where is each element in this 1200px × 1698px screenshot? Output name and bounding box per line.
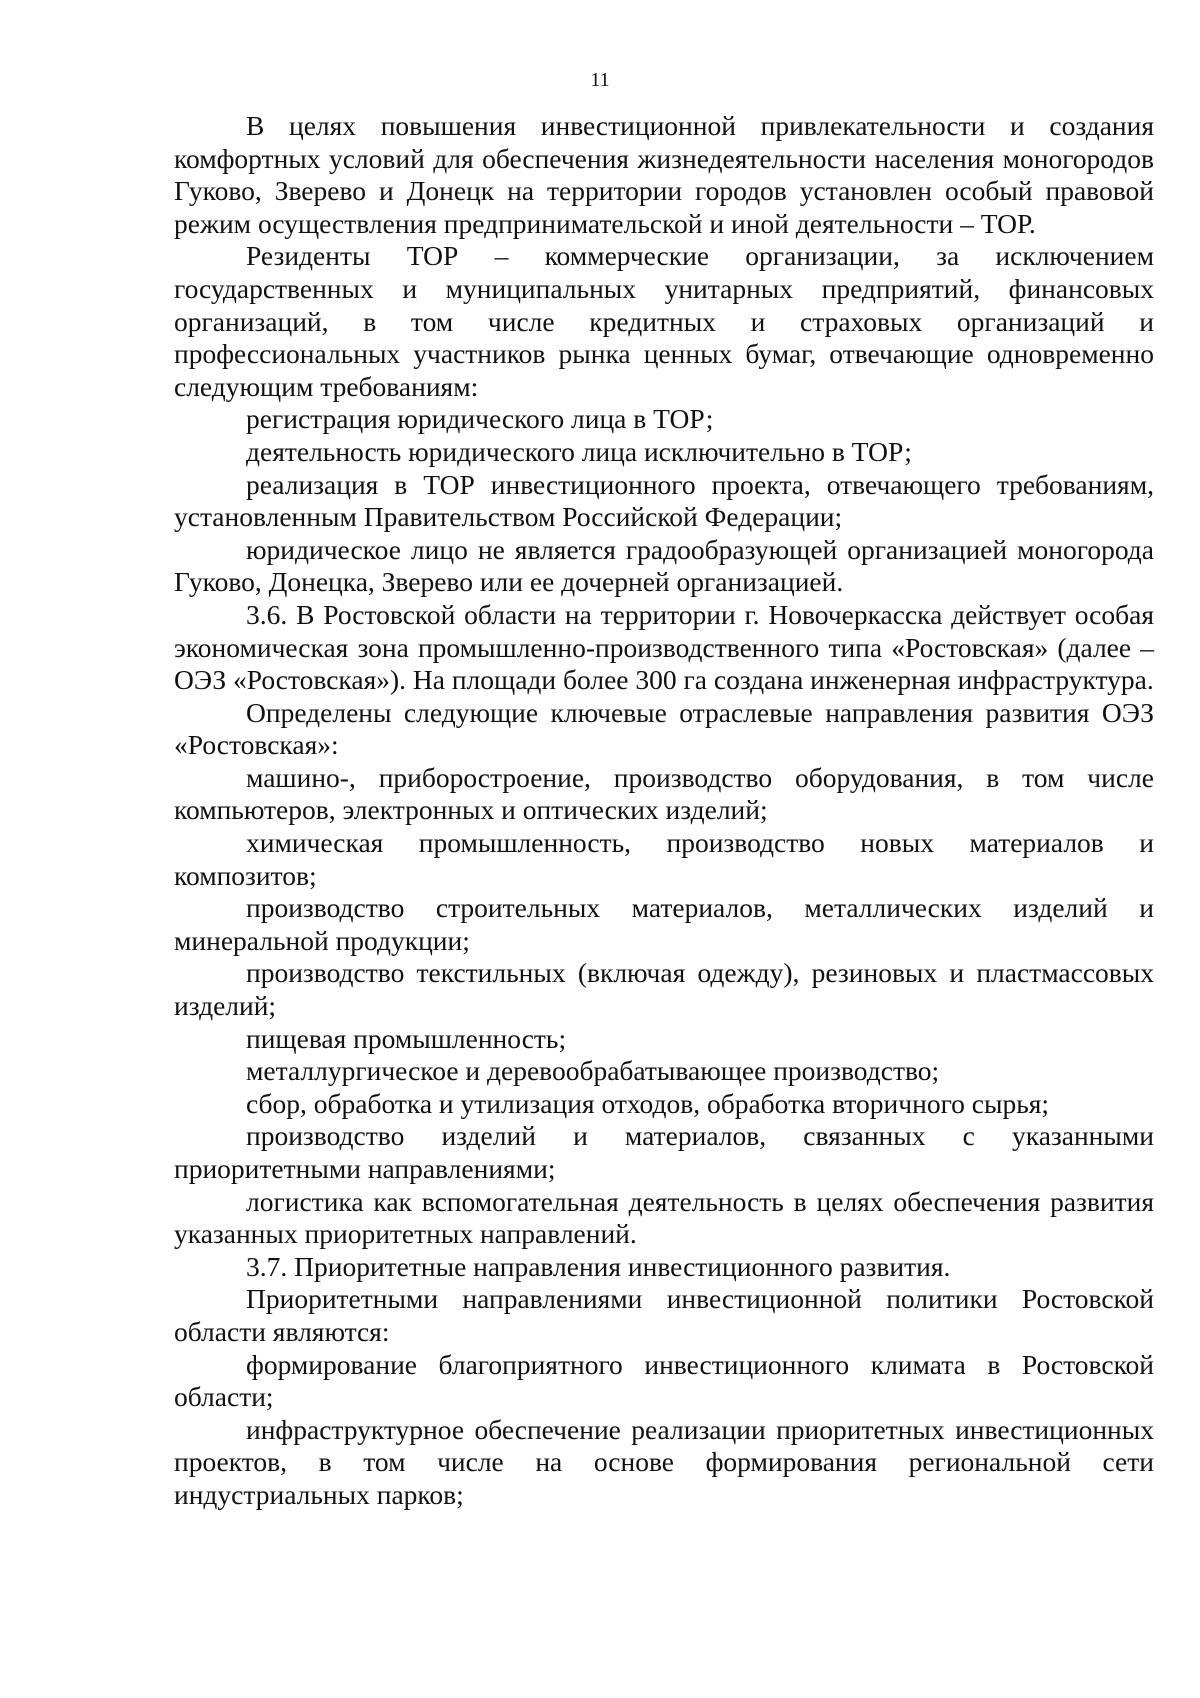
paragraph-priority-directions: Приоритетными направлениями инвестиционной политики Ростовской области являются:: [174, 1283, 1154, 1347]
list-item-machine-building: машино-, приборостроение, производство оборудования, в том числе компьютеров, электронных и оптических изделий;: [174, 761, 1154, 826]
list-item-registration: регистрация юридического лица в ТОР;: [246, 403, 714, 435]
list-item-not-city-forming: юридическое лицо не является градообразующей организацией моногорода Гуково, Донецка, Зверево или ее дочерней организацией.: [174, 533, 1154, 598]
paragraph-tor-residents: Резиденты ТОР – коммерческие организации, за исключением государственных и муниципальных унитарных предприятий, финансовых организаций, в том числе кредитных и страховых организаций и профессиональных участников рынка ценных бумаг, отвечающие одновременно следующим требованиям:: [174, 240, 1154, 402]
list-item-chemical: химическая промышленность, производство новых материалов и композитов;: [174, 827, 1154, 891]
paragraph-section-3-6: 3.6. В Ростовской области на территории г. Новочеркасска действует особая экономическая зона промышленно-производственного типа «Ростовская» (далее – ОЭЗ «Ростовская»). На площади более 300 га создана инженерная инфраструктура.: [174, 598, 1154, 696]
list-item-investment-project: реализация в ТОР инвестиционного проекта, отвечающего требованиям, установленным Правительством Российской Федерации;: [174, 468, 1154, 533]
list-item-waste: сбор, обработка и утилизация отходов, обработка вторичного сырья;: [246, 1087, 1050, 1119]
document-body: [174, 110, 1154, 1512]
paragraph-key-directions: Определены следующие ключевые отраслевые направления развития ОЭЗ «Ростовская»:: [174, 696, 1154, 761]
list-item-textile: производство текстильных (включая одежду), резиновых и пластмассовых изделий;: [174, 957, 1154, 1022]
paragraph-tor-purpose: В целях повышения инвестиционной привлекательности и создания комфортных условий для обеспечения жизнедеятельности населения моногородов Гуково, Зверево и Донецк на территории городов установлен особый правовой режим осуществления предпринимательской и иной деятельности – ТОР.: [174, 110, 1154, 239]
heading-section-3-7: 3.7. Приоритетные направления инвестиционного развития.: [246, 1250, 951, 1282]
list-item-infrastructure: инфраструктурное обеспечение реализации приоритетных инвестиционных проектов, в том числе на основе формирования региональной сети индустриальных парков;: [174, 1413, 1154, 1510]
list-item-logistics: логистика как вспомогательная деятельность в целях обеспечения развития указанных приоритетных направлений.: [174, 1185, 1154, 1250]
list-item-construction-materials: производство строительных материалов, металлических изделий и минеральной продукции;: [174, 892, 1154, 956]
list-item-metallurgy: металлургическое и деревообрабатывающее производство;: [246, 1055, 940, 1087]
list-item-related-products: производство изделий и материалов, связанных с указанными приоритетными направлениями;: [174, 1120, 1154, 1184]
list-item-food: пищевая промышленность;: [246, 1022, 567, 1054]
page-number: 11: [590, 69, 610, 91]
list-item-activity: деятельность юридического лица исключительно в ТОР;: [246, 435, 912, 467]
list-item-investment-climate: формирование благоприятного инвестиционного климата в Ростовской области;: [174, 1348, 1154, 1413]
